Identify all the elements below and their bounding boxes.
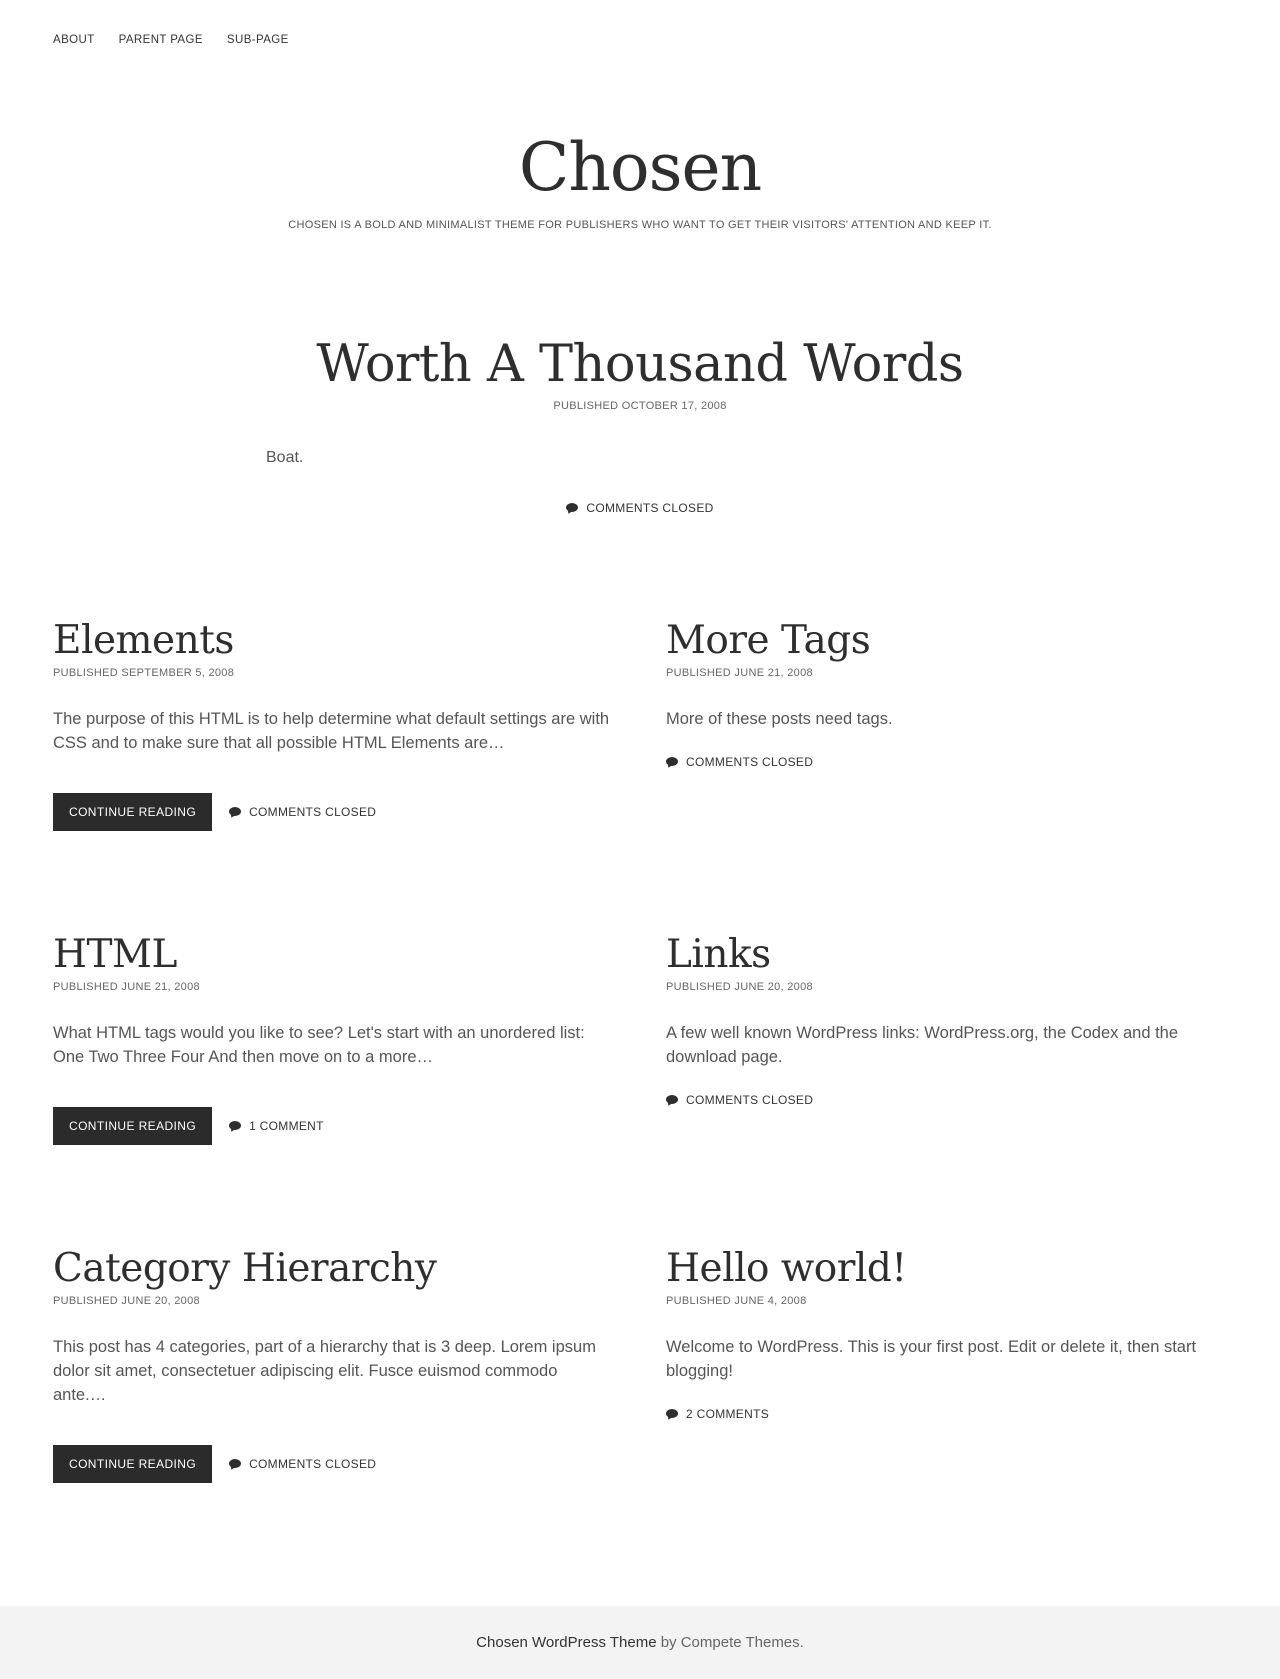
comment-bubble-icon [229, 1121, 241, 1131]
featured-post [0, 335, 1280, 515]
site-title[interactable]: Chosen [518, 129, 762, 206]
site-footer [0, 1606, 1280, 1679]
footer-credit: by Compete Themes. [656, 1634, 804, 1651]
nav-item-sub-page[interactable]: SUB-PAGE [226, 34, 289, 46]
footer-theme-link[interactable]: Chosen WordPress Theme [476, 1634, 657, 1651]
comments-link[interactable] [229, 1457, 376, 1471]
comments-link[interactable] [666, 1407, 769, 1421]
comments-link[interactable] [666, 755, 813, 769]
post-excerpt: Welcome to WordPress. This is your first post. Edit or delete it, then start blogging! [666, 1337, 1197, 1380]
nav-item-parent-page[interactable]: PARENT PAGE [118, 34, 203, 46]
site-tagline: CHOSEN IS A BOLD AND MINIMALIST THEME FOR PUBLISHERS WHO WANT TO GET THEIR VISITORS' ATTENTION AND KEEP IT. [288, 219, 992, 231]
post-title[interactable]: Worth A Thousand Words [316, 335, 964, 394]
post-title[interactable]: Links [666, 932, 771, 977]
post-card [53, 1248, 613, 1483]
comments-link[interactable] [229, 805, 376, 819]
comments-label: COMMENTS CLOSED [686, 1092, 814, 1107]
post-date: PUBLISHED SEPTEMBER 5, 2008 [53, 666, 235, 679]
continue-reading-button[interactable]: CONTINUE READING [53, 1107, 212, 1145]
post-date: PUBLISHED JUNE 20, 2008 [666, 980, 813, 993]
comments-link[interactable] [666, 1093, 813, 1107]
post-title[interactable]: Elements [53, 618, 234, 663]
comments-label: 2 COMMENTS [686, 1406, 770, 1421]
post-date: PUBLISHED OCTOBER 17, 2008 [553, 399, 727, 412]
comments-label: COMMENTS CLOSED [686, 754, 814, 769]
comments-label: COMMENTS CLOSED [586, 501, 714, 515]
site-header [0, 129, 1280, 231]
post-card [666, 934, 1226, 1107]
primary-nav [53, 34, 289, 46]
comment-bubble-icon [666, 1095, 678, 1105]
post-title[interactable]: More Tags [666, 618, 871, 663]
post-title[interactable]: Category Hierarchy [53, 1246, 437, 1291]
comments-label: COMMENTS CLOSED [249, 1456, 377, 1471]
post-date: PUBLISHED JUNE 20, 2008 [53, 1294, 200, 1307]
post-excerpt: A few well known WordPress links: WordPress.org, the Codex and the download page. [666, 1023, 1179, 1066]
post-excerpt: More of these posts need tags. [666, 709, 893, 728]
comment-bubble-icon [229, 1459, 241, 1469]
continue-reading-button[interactable]: CONTINUE READING [53, 793, 212, 831]
comments-link[interactable] [566, 501, 713, 515]
post-card [666, 620, 1226, 769]
nav-item-about[interactable]: ABOUT [53, 34, 95, 46]
post-date: PUBLISHED JUNE 4, 2008 [666, 1294, 807, 1307]
comment-bubble-icon [566, 503, 578, 513]
post-date: PUBLISHED JUNE 21, 2008 [666, 666, 813, 679]
comments-label: COMMENTS CLOSED [249, 804, 377, 819]
post-title[interactable]: HTML [53, 932, 177, 977]
post-card [53, 934, 613, 1145]
comments-label: 1 COMMENT [249, 1118, 324, 1133]
comment-bubble-icon [229, 807, 241, 817]
post-card [53, 620, 613, 831]
post-excerpt: This post has 4 categories, part of a hierarchy that is 3 deep. Lorem ipsum dolor sit amet, consectetuer adipiscing elit. Fusce euismod commodo ante.… [53, 1337, 596, 1404]
post-excerpt: What HTML tags would you like to see? Let's start with an unordered list: One Two Three Four And then move on to a more… [53, 1023, 585, 1066]
comment-bubble-icon [666, 757, 678, 767]
comments-link[interactable] [229, 1119, 324, 1133]
comment-bubble-icon [666, 1409, 678, 1419]
post-date: PUBLISHED JUNE 21, 2008 [53, 980, 200, 993]
continue-reading-button[interactable]: CONTINUE READING [53, 1445, 212, 1483]
post-excerpt: The purpose of this HTML is to help determine what default settings are with CSS and to make sure that all possible HTML Elements are… [53, 709, 610, 752]
post-title[interactable]: Hello world! [666, 1246, 907, 1291]
post-excerpt: Boat. [266, 449, 304, 466]
post-card [666, 1248, 1226, 1421]
